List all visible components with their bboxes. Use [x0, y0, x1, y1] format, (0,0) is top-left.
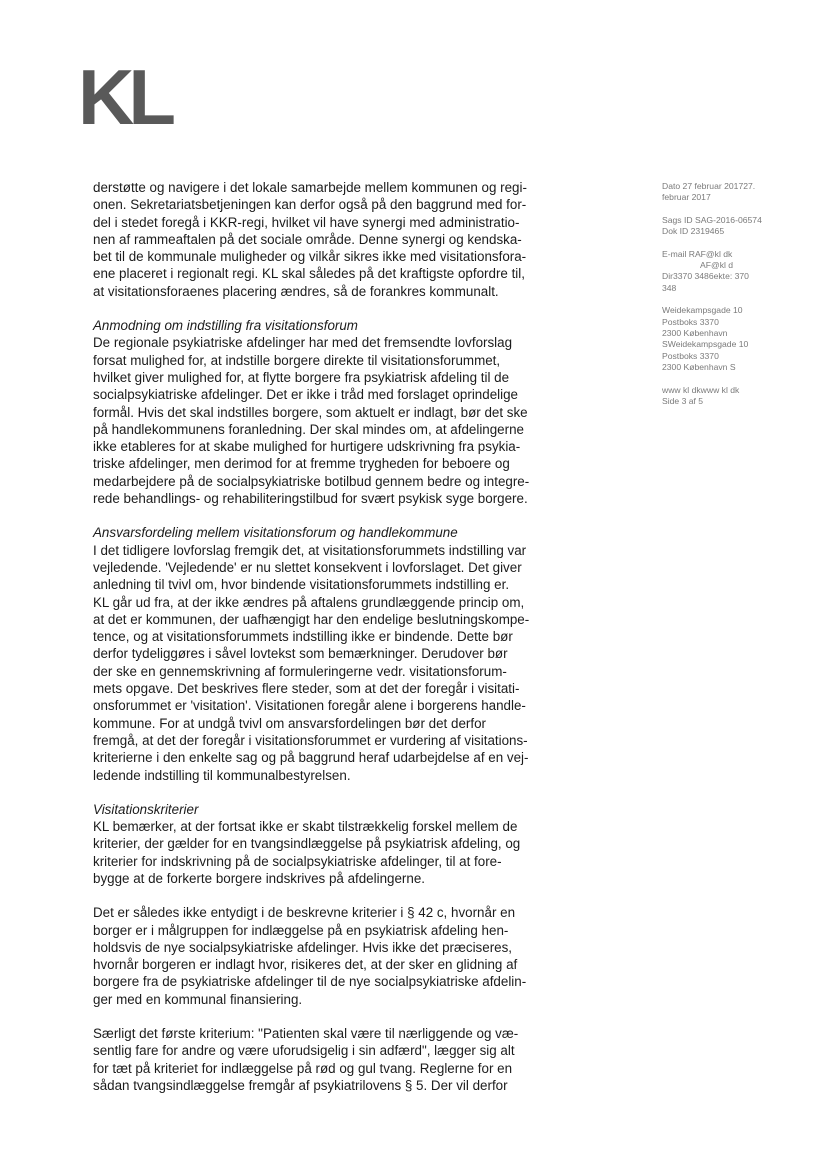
body-line: sådan tvangsindlæggelse fremgår af psykiatrilovens § 5. Der vil derfor	[93, 1077, 508, 1093]
body-line: for tæt på kriteriet for indlæggelse på rød og gul tvang. Reglerne for en	[93, 1060, 513, 1076]
body-line: bygge at de forkerte borgere indskrives på afdelingerne.	[93, 870, 425, 886]
body-line: at visitationsforaenes placering ændres, så de forankres kommunalt.	[93, 283, 499, 299]
paragraph-kriterium	[93, 1025, 553, 1094]
meta-line: Sags ID SAG-2016-06574	[662, 214, 762, 225]
sidebar-meta	[662, 181, 822, 408]
body-line: De regionale psykiatriske afdelinger har med det fremsendte lovforslag	[93, 335, 513, 351]
meta-line: Dir3370 3486ekte: 370	[662, 271, 749, 282]
meta-line: SWeidekampsgade 10	[662, 339, 749, 350]
body-line: del i stedet foregå i KKR-regi, hvilket vil have synergi med administratio-	[93, 214, 520, 230]
meta-line: Dok ID 2319465	[662, 226, 725, 237]
section-heading: Visitationskriterier	[93, 801, 199, 817]
meta-line: Weidekampsgade 10	[662, 305, 743, 316]
paragraph-kriterier	[93, 818, 553, 887]
meta-web-group	[662, 385, 822, 408]
body-line: kriterierne i den enkelte sag og på baggrund heraf udarbejdelse af en vej-	[93, 750, 529, 766]
body-line: mets opgave. Det beskrives flere steder, som at det der foregår i visitati-	[93, 681, 520, 697]
body-line: Særligt det første kriterium: "Patienten skal være til nærliggende og væ-	[93, 1026, 519, 1042]
meta-line: 348	[662, 282, 677, 293]
body-line: rede behandlings- og rehabiliteringstilbud for svært psykisk syge borgere.	[93, 491, 528, 507]
meta-date-group	[662, 181, 822, 204]
body-line: derstøtte og navigere i det lokale samarbejde mellem kommunen og regi-	[93, 180, 527, 195]
body-line: ene placeret i regionalt regi. KL skal således på det kraftigste opfordre til,	[93, 266, 525, 282]
meta-address-group	[662, 305, 822, 373]
body-line: medarbejdere på de socialpsykiatriske botilbud gennem bedre og integre-	[93, 473, 530, 489]
kl-logo: KL	[78, 53, 170, 141]
paragraph-indstilling	[93, 334, 553, 507]
body-line: kommune. For at undgå tvivl om ansvarsfordelingen bør det derfor	[93, 715, 486, 731]
meta-ids-group	[662, 215, 822, 238]
body-line: anledning til tvivl om, hvor bindende visitationsforummets indstilling er.	[93, 577, 510, 593]
section-heading: Anmodning om indstilling fra visitationsforum	[93, 318, 358, 334]
body-line: at det er kommunen, der uafhængigt har den endelige beslutningskompe-	[93, 611, 530, 627]
body-line: triske afdelinger, men derimod for at fremme trygheden for beboere og	[93, 456, 510, 472]
letter-body	[93, 179, 553, 1094]
meta-line: februar 2017	[662, 192, 711, 203]
body-line: ikke etableres for at skabe mulighed for hurtigere udskrivning fra psykia-	[93, 439, 521, 455]
meta-line: E-mail RAF@kl dk	[662, 248, 733, 259]
section-heading: Ansvarsfordeling mellem visitationsforum og handlekommune	[93, 525, 458, 541]
body-line: derfor tydeliggøres i såvel lovtekst som bemærkninger. Derudover bør	[93, 646, 508, 662]
body-line: nen af rammeaftalen på det sociale område. Denne synergi og kendska-	[93, 231, 522, 247]
body-line: kriterier, der gælder for en tvangsindlæggelse på psykiatrisk afdeling, og	[93, 836, 521, 852]
body-line: tence, og at visitationsforummets indstilling ikke er bindende. Dette bør	[93, 629, 513, 645]
paragraph-intro	[93, 179, 553, 300]
meta-line: Dato 27 februar 201727.	[662, 181, 756, 191]
body-line: kriterier for indskrivning på de socialpsykiatriske afdelinger, til at fore-	[93, 853, 502, 869]
body-line: hvilket giver mulighed for, at flytte borgere fra psykiatrisk afdeling til de	[93, 369, 510, 385]
body-line: KL går ud fra, at der ikke ændres på aftalens grundlæggende princip om,	[93, 594, 525, 610]
body-line: sentlig fare for andre og være uforudsigelig i sin adfærd", lægger sig alt	[93, 1043, 515, 1059]
body-line: hvornår borgeren er indlagt hvor, risikeres det, at der sker en glidning af	[93, 957, 518, 973]
body-line: onen. Sekretariatsbetjeningen kan derfor også på den baggrund med for-	[93, 197, 527, 213]
paragraph-ansvarsfordeling	[93, 542, 553, 784]
body-line: forsat mulighed for, at indstille borgere direkte til visitationsforummet,	[93, 352, 501, 368]
body-line: fremgå, at det der foregår i visitationsforummet er vurdering af visitations-	[93, 732, 528, 748]
body-line: ledende indstilling til kommunalbestyrelsen.	[93, 767, 351, 783]
body-line: borger er i målgruppen for indlæggelse på en psykiatrisk afdeling hen-	[93, 922, 509, 938]
body-line: onsforummet er 'visitation'. Visitationen foregår alene i borgerens handle-	[93, 698, 526, 714]
body-line: bet til de kommunale muligheder og vilkår sikres ikke med visitationsfora-	[93, 249, 527, 265]
meta-line: Postboks 3370	[662, 350, 719, 361]
body-line: vejledende. 'Vejledende' er nu slettet konsekvent i lovforslaget. Det giver	[93, 559, 522, 575]
body-line: ger med en kommunal finansiering.	[93, 991, 303, 1007]
meta-line: 2300 København	[662, 328, 728, 339]
body-line: formål. Hvis det skal indstilles borgere, som aktuelt er indlagt, bør det ske	[93, 404, 528, 420]
body-line: borgere fra de psykiatriske afdelinger til de nye socialpsykiatriske afdelin-	[93, 974, 527, 990]
meta-contact-group	[662, 249, 822, 295]
body-line: der ske en gennemskrivning af formuleringerne vedr. visitationsforum-	[93, 663, 507, 679]
meta-line: Side 3 af 5	[662, 396, 704, 407]
body-line: holdsvis de nye socialpsykiatriske afdelinger. Hvis ikke det præciseres,	[93, 939, 513, 955]
body-line: socialpsykiatriske afdelinger. Det er ikke i tråd med forslaget oprindelige	[93, 387, 518, 403]
meta-line: www kl dkwww kl dk	[662, 384, 740, 395]
paragraph-entydighed	[93, 904, 553, 1008]
meta-line: Postboks 3370	[662, 316, 719, 327]
body-line: på handlekommunens foranledning. Der skal mindes om, at afdelingerne	[93, 421, 524, 437]
body-line: KL bemærker, at der fortsat ikke er skabt tilstrækkelig forskel mellem de	[93, 819, 518, 835]
meta-line: AF@kl d	[700, 260, 734, 271]
body-line: Det er således ikke entydigt i de beskrevne kriterier i § 42 c, hvornår en	[93, 905, 516, 921]
body-line: I det tidligere lovforslag fremgik det, at visitationsforummets indstilling var	[93, 542, 527, 558]
meta-line: 2300 København S	[662, 362, 736, 373]
